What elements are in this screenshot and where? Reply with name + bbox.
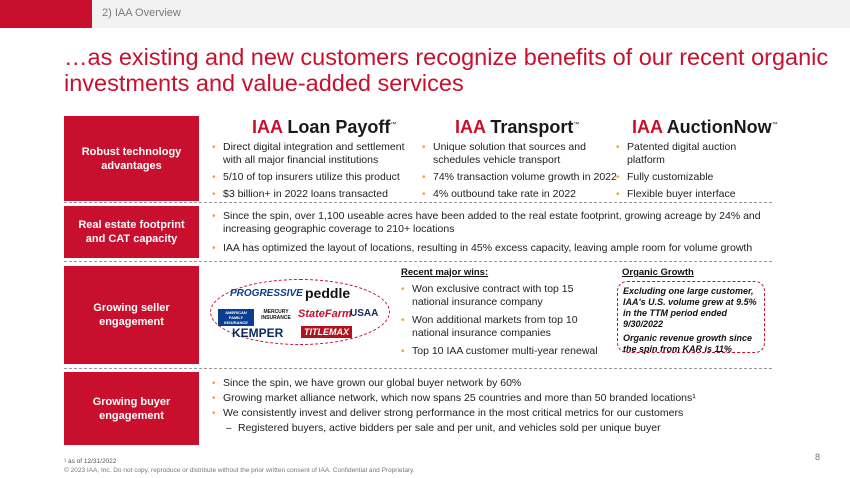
organic-growth-text: Excluding one large customer, IAA's U.S. volume grew at 9.5% in the TTM period ended 9/30/2022 bbox=[623, 286, 757, 329]
list-item: • Top 10 IAA customer multi-year renewal bbox=[401, 345, 598, 357]
row-label-seller: Growing seller engagement bbox=[64, 266, 199, 364]
list-item: – Registered buyers, active bidders per sale and per unit, and vehicles sold per unique buyer bbox=[226, 422, 661, 434]
mercury-logo: MERCURY INSURANCE bbox=[261, 309, 291, 321]
footnote: ¹ as of 12/31/2022 bbox=[64, 458, 117, 465]
list-item: • Since the spin, we have grown our global buyer network by 60% bbox=[212, 377, 522, 389]
iaa-auctionnow-logo: IAA AuctionNow™ bbox=[632, 117, 778, 137]
list-item: • Won exclusive contract with top 15 national insurance company bbox=[401, 283, 574, 308]
organic-growth-heading: Organic Growth bbox=[622, 267, 694, 278]
list-item: • We consistently invest and deliver strong performance in the most critical metrics for our customers bbox=[212, 407, 684, 419]
row-label-buyer: Growing buyer engagement bbox=[64, 372, 199, 445]
page-title: …as existing and new customers recognize benefits of our recent organic investments and value-added services bbox=[64, 44, 829, 96]
transport-bullets bbox=[422, 141, 622, 205]
copyright-notice: © 2023 IAA, Inc. Do not copy, reproduce or distribute without the prior written consent of IAA. Confidential and Proprietary. bbox=[64, 467, 415, 474]
buyer-bullets bbox=[212, 377, 782, 439]
row-label-tech: Robust technology advantages bbox=[64, 116, 199, 201]
real-estate-bullets bbox=[212, 210, 772, 259]
row-label-real-estate: Real estate footprint and CAT capacity bbox=[64, 206, 199, 258]
kemper-logo: KEMPER bbox=[232, 326, 284, 340]
list-item: • $3 billion+ in 2022 loans transacted bbox=[212, 188, 388, 200]
usaa-logo: USAA bbox=[350, 308, 379, 319]
list-item: • IAA has optimized the layout of locations, resulting in 45% excess capacity, leaving ample room for volume growth bbox=[212, 242, 753, 254]
list-item: • Growing market alliance network, which now spans 25 countries and more than 50 branded locations¹ bbox=[212, 392, 696, 404]
list-item: • Patented digital auction platform bbox=[616, 141, 737, 166]
row-separator bbox=[64, 261, 772, 262]
list-item: • Flexible buyer interface bbox=[616, 188, 736, 200]
iaa-transport-logo: IAA Transport™ bbox=[455, 117, 580, 137]
american-family-logo: AMERICAN FAMILY INSURANCE bbox=[218, 309, 254, 326]
progressive-logo: PROGRESSIVE bbox=[230, 288, 303, 299]
titlemax-logo: TITLEMAX bbox=[301, 326, 352, 338]
header-accent bbox=[0, 0, 92, 28]
section-label: 2) IAA Overview bbox=[102, 7, 181, 19]
list-item: • 74% transaction volume growth in 2022 bbox=[422, 171, 617, 183]
list-item: • 5/10 of top insurers utilize this product bbox=[212, 171, 400, 183]
organic-growth-callout bbox=[617, 281, 765, 353]
statefarm-logo: StateFarm bbox=[298, 308, 352, 320]
organic-revenue-text: Organic revenue growth since the spin from KAR is 11% bbox=[623, 333, 753, 354]
page-number: 8 bbox=[815, 452, 821, 462]
row-separator bbox=[64, 368, 772, 369]
header-strip bbox=[92, 0, 850, 28]
recent-wins-list bbox=[401, 283, 611, 362]
iaa-loan-payoff-logo: IAA Loan Payoff™ bbox=[252, 117, 397, 137]
list-item: • Won additional markets from top 10 national insurance companies bbox=[401, 314, 578, 339]
list-item: • Unique solution that sources and schedules vehicle transport bbox=[422, 141, 586, 166]
list-item: • Fully customizable bbox=[616, 171, 714, 183]
list-item: • Since the spin, over 1,100 useable acres have been added to the real estate footprint, growing acreage by 24% and increasing geographic coverage to 210+ locations bbox=[212, 210, 761, 235]
list-item: • Direct digital integration and settlement with all major financial institutions bbox=[212, 141, 405, 166]
list-item: • 4% outbound take rate in 2022 bbox=[422, 188, 577, 200]
recent-wins-heading: Recent major wins: bbox=[401, 267, 489, 278]
peddle-logo: peddle bbox=[305, 285, 351, 301]
loan-payoff-bullets bbox=[212, 141, 412, 205]
auctionnow-bullets bbox=[616, 141, 776, 205]
